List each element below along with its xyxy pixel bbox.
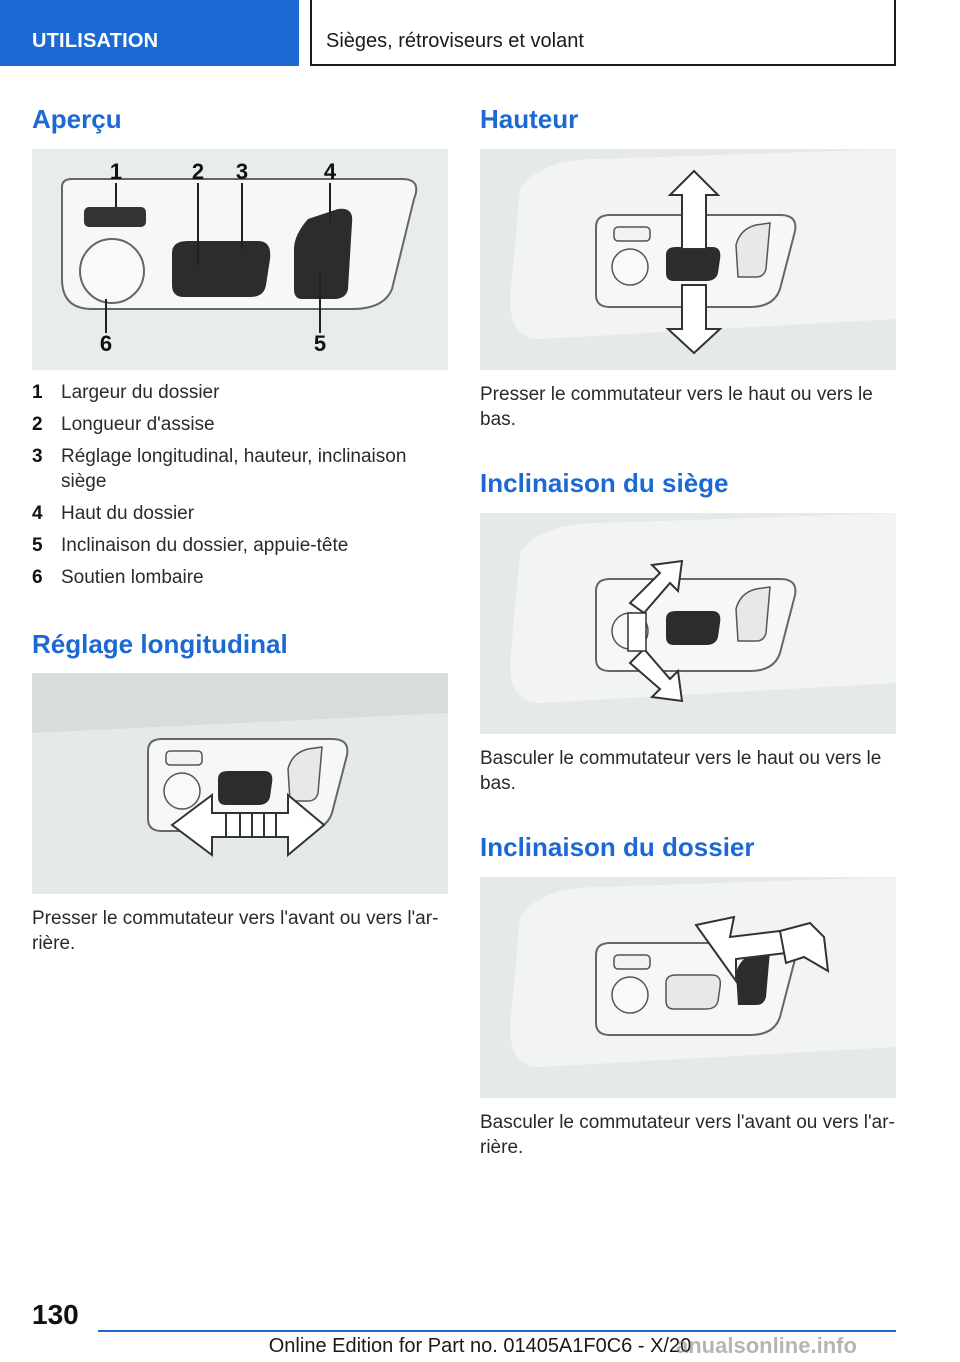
seat-tilt-heading: Inclinaison du siège	[480, 468, 729, 498]
callout-2: 2	[191, 159, 205, 184]
page-number: 130	[32, 1299, 79, 1330]
section-title: UTILISATION	[32, 30, 159, 52]
section-tab	[0, 0, 299, 66]
footer-rule	[98, 1330, 896, 1332]
overview-heading: Aperçu	[32, 104, 122, 134]
seat-tilt-figure	[480, 513, 896, 734]
height-figure	[480, 149, 896, 370]
callout-3: 3	[235, 159, 249, 184]
list-item	[32, 412, 448, 437]
watermark: anualsonline.info	[676, 1333, 857, 1358]
list-item-label: Longueur d'assise	[61, 414, 215, 435]
list-item	[32, 444, 448, 494]
height-description: Presser le commutateur vers le haut ou vers le bas.	[480, 384, 873, 430]
list-item-label: Inclinaison du dossier, appuie-tête	[61, 535, 349, 556]
chapter-title: Sièges, rétroviseurs et volant	[326, 30, 584, 52]
backrest-figure	[480, 877, 896, 1098]
chapter-tab	[310, 0, 896, 66]
list-item	[32, 565, 448, 590]
list-item	[32, 501, 448, 526]
list-item-label: Soutien lombaire	[61, 567, 204, 588]
longitudinal-description: Presser le commutateur vers l'avant ou vers l'ar-rière.	[32, 908, 439, 954]
backrest-heading: Inclinaison du dossier	[480, 832, 755, 862]
list-item-number: 3	[32, 446, 43, 467]
list-item-label: Réglage longitudinal, hauteur, inclinaison siège	[61, 446, 407, 492]
list-item-label: Haut du dossier	[61, 503, 195, 524]
legend-list	[32, 380, 448, 597]
callout-4: 4	[323, 159, 337, 184]
list-item	[32, 380, 448, 405]
backrest-description: Basculer le commutateur vers l'avant ou vers l'ar-rière.	[480, 1112, 895, 1158]
list-item	[32, 533, 448, 558]
height-heading: Hauteur	[480, 104, 579, 134]
longitudinal-figure	[32, 673, 448, 894]
edition-footer: Online Edition for Part no. 01405A1F0C6 - X/20	[268, 1335, 692, 1357]
list-item-label: Largeur du dossier	[61, 382, 220, 403]
list-item-number: 1	[32, 382, 43, 403]
list-item-number: 5	[32, 535, 43, 556]
list-item-number: 6	[32, 567, 43, 588]
longitudinal-heading: Réglage longitudinal	[32, 629, 288, 659]
overview-figure	[32, 149, 448, 370]
list-item-number: 4	[32, 503, 43, 524]
list-item-number: 2	[32, 414, 43, 435]
callout-6: 6	[99, 331, 113, 356]
seat-tilt-description: Basculer le commutateur vers le haut ou vers le bas.	[480, 748, 882, 794]
callout-1: 1	[109, 159, 123, 184]
callout-5: 5	[313, 331, 327, 356]
